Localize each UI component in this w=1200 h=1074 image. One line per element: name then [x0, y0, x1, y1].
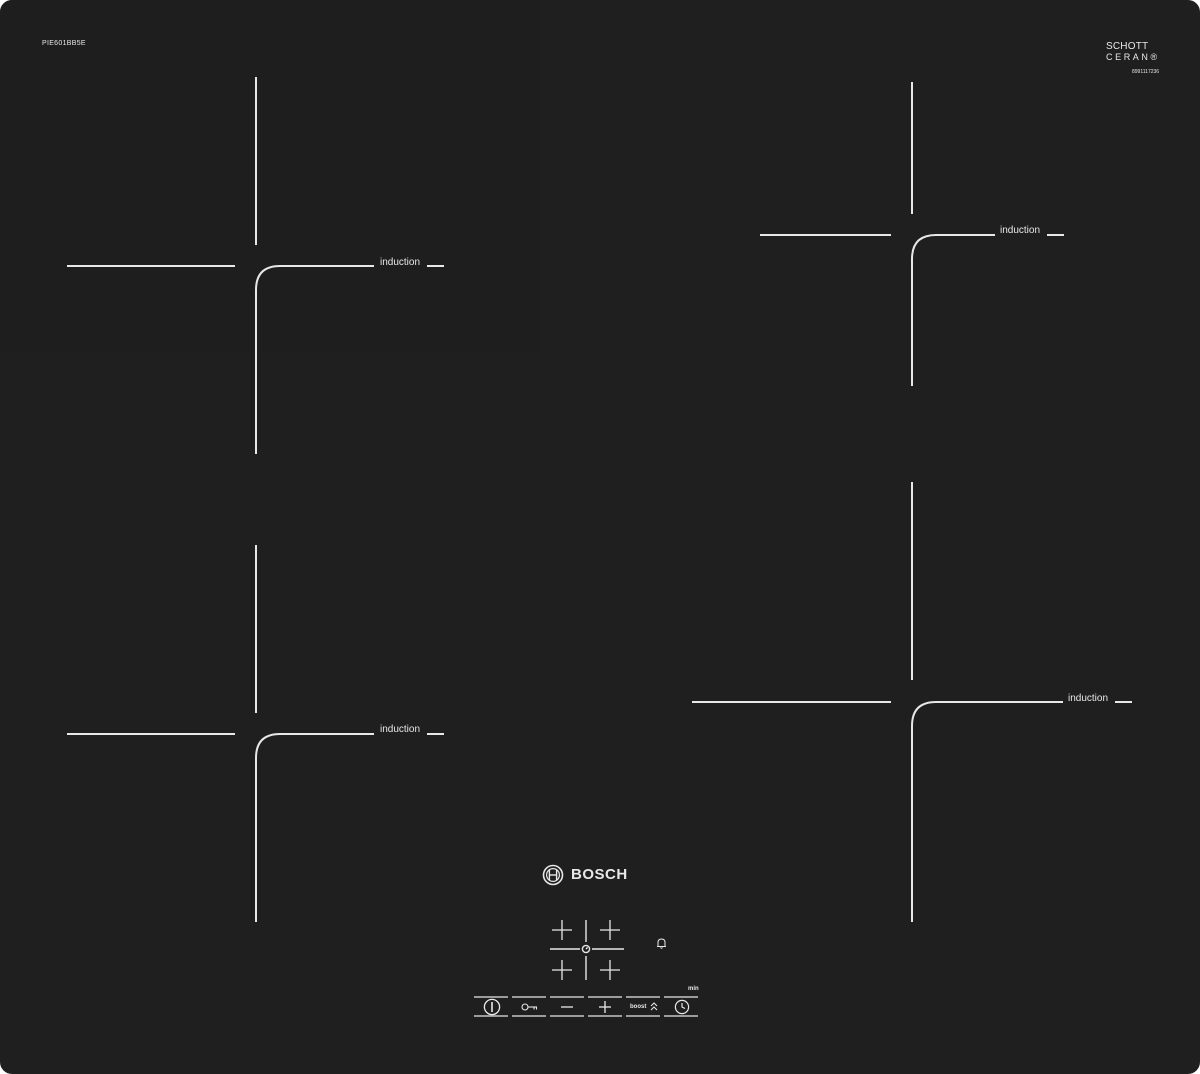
double-chevron-up-icon[interactable]: [649, 1001, 659, 1012]
power-icon[interactable]: [482, 997, 502, 1017]
minus-icon[interactable]: [558, 1000, 576, 1014]
boost-button-label[interactable]: boost: [630, 1004, 647, 1010]
control-strip: [472, 994, 702, 1020]
zone-label-back-right: induction: [1000, 225, 1041, 236]
model-number: PIE601BB5E: [42, 40, 86, 47]
zone-label-rear-left: induction: [380, 724, 421, 735]
glass-brand-line1: SCHOTT: [1106, 41, 1149, 52]
zone-select-rear-right-icon[interactable]: [598, 918, 622, 942]
zone-select-rear-left-icon[interactable]: [550, 918, 574, 942]
zone-label-front-right: induction: [1068, 693, 1109, 704]
zone-front-right-marking: [692, 482, 1132, 922]
brand-name: BOSCH: [571, 866, 628, 883]
plus-icon[interactable]: [596, 998, 614, 1016]
zone-select-front-right-icon[interactable]: [598, 958, 622, 982]
timer-min-label: min: [688, 986, 699, 992]
bell-icon[interactable]: [655, 937, 668, 950]
clock-icon[interactable]: [673, 998, 691, 1016]
child-lock-key-icon[interactable]: [520, 1001, 540, 1013]
glass-code: 8991117236: [1132, 69, 1160, 75]
glass-brand-line2: CERAN®: [1106, 52, 1160, 62]
zone-label-front-left: induction: [380, 257, 421, 268]
bosch-logo-icon: [542, 864, 564, 886]
zone-select-front-left-icon[interactable]: [550, 958, 574, 982]
